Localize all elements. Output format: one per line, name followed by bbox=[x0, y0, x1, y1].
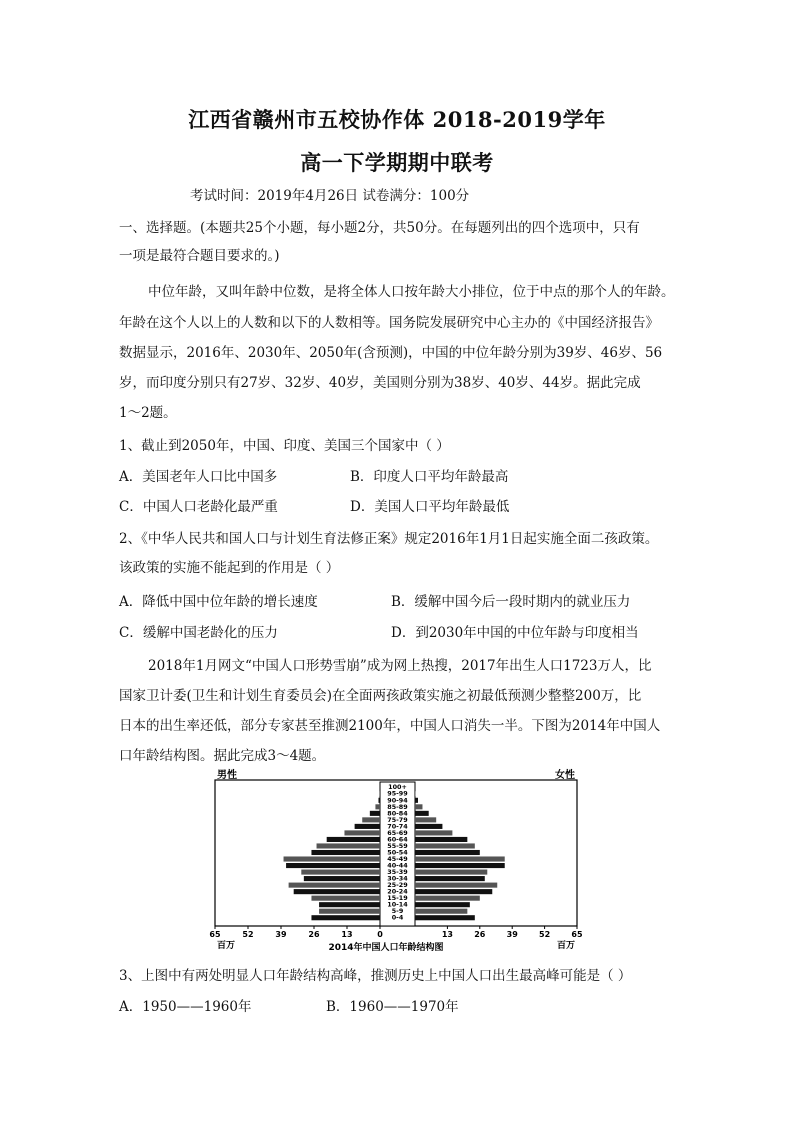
female-bar bbox=[415, 883, 497, 888]
male-bar bbox=[327, 837, 380, 842]
question-1-option-b: B．印度人口平均年龄最高 bbox=[350, 469, 509, 485]
male-bar bbox=[378, 798, 380, 803]
question-1-option-c: C．中国人口老龄化最严重 bbox=[119, 499, 278, 515]
female-bar bbox=[415, 811, 429, 816]
female-label: 女性 bbox=[555, 770, 575, 781]
unit-label-left: 百万 bbox=[217, 941, 236, 951]
question-3-option-b: B．1960——1970年 bbox=[326, 999, 459, 1015]
question-1-option-d: D．美国人口平均年龄最低 bbox=[350, 499, 510, 515]
x-tick-label: 39 bbox=[275, 930, 287, 939]
age-group-label: 85-89 bbox=[387, 802, 408, 811]
age-group-label: 40-44 bbox=[387, 861, 408, 870]
age-group-label: 5-9 bbox=[391, 907, 404, 916]
male-bar bbox=[362, 817, 380, 822]
male-bar bbox=[311, 850, 380, 855]
female-bar bbox=[415, 863, 505, 868]
male-bar bbox=[301, 870, 380, 875]
female-bar bbox=[415, 830, 452, 835]
male-bar bbox=[284, 856, 380, 861]
female-bar bbox=[415, 856, 505, 861]
female-bar bbox=[415, 843, 475, 848]
population-pyramid-chart bbox=[200, 768, 590, 958]
female-bar bbox=[415, 915, 475, 920]
male-bar bbox=[286, 863, 380, 868]
passage1-line: 中位年龄，又叫年龄中位数，是将全体人口按年龄大小排位，位于中点的那个人的年龄。 bbox=[148, 284, 675, 300]
question-2-option-c: C．缓解中国老龄化的压力 bbox=[119, 625, 278, 641]
female-bar bbox=[415, 896, 480, 901]
passage2-line: 口年龄结构图。据此完成3～4题。 bbox=[119, 748, 326, 764]
age-group-label: 35-39 bbox=[387, 868, 408, 877]
female-bar bbox=[415, 902, 470, 907]
x-tick-label: 65 bbox=[571, 930, 583, 939]
age-group-label: 70-74 bbox=[387, 822, 408, 831]
female-bar bbox=[415, 889, 492, 894]
age-group-label: 25-29 bbox=[387, 881, 408, 890]
question-1-option-a: A．美国老年人口比中国多 bbox=[119, 469, 278, 485]
question-2-option-b: B．缓解中国今后一段时期内的就业压力 bbox=[391, 594, 631, 610]
male-label: 男性 bbox=[217, 770, 237, 781]
passage2-line: 国家卫计委(卫生和计划生育委员会)在全面两孩政策实施之初最低预测少整整200万，比 bbox=[119, 688, 642, 704]
male-bar bbox=[311, 896, 380, 901]
age-group-label: 100+ bbox=[388, 783, 407, 792]
female-bar bbox=[415, 870, 487, 875]
age-group-label: 60-64 bbox=[387, 835, 408, 844]
age-group-label: 10-14 bbox=[387, 900, 408, 909]
question-2-stem: 2、《中华人民共和国人口与计划生育法修正案》规定2016年1月1日起实施全面二孩政策。 bbox=[119, 531, 659, 547]
female-bar bbox=[415, 824, 442, 829]
exam-info: 考试时间：2019年4月26日 试卷满分：100分 bbox=[190, 188, 470, 204]
age-group-label: 80-84 bbox=[387, 809, 408, 818]
passage1-line: 岁，而印度分别只有27岁、32岁、40岁，美国则分别为38岁、40岁、44岁。据此完成 bbox=[119, 375, 641, 391]
question-3-stem: 3、上图中有两处明显人口年龄结构高峰，推测历史上中国人口出生最高峰可能是（ ） bbox=[119, 968, 632, 984]
age-group-label: 50-54 bbox=[387, 848, 408, 857]
age-group-label: 65-69 bbox=[387, 828, 408, 837]
age-group-label: 15-19 bbox=[387, 894, 408, 903]
female-bar bbox=[415, 798, 418, 803]
female-bar bbox=[415, 817, 436, 822]
page-subtitle: 高一下学期期中联考 bbox=[300, 150, 494, 175]
passage2-line: 2018年1月网文“中国人口形势雪崩”成为网上热搜，2017年出生人口1723万人，比 bbox=[148, 658, 652, 674]
age-group-label: 30-34 bbox=[387, 874, 408, 883]
male-bar bbox=[370, 811, 380, 816]
passage2-line: 日本的出生率还低，部分专家甚至推测2100年，中国人口消失一半。下图为2014年中国人 bbox=[119, 718, 661, 734]
age-group-label: 55-59 bbox=[387, 841, 408, 850]
age-group-label: 95-99 bbox=[387, 789, 408, 798]
male-bar bbox=[355, 824, 380, 829]
x-tick-label: 39 bbox=[506, 930, 518, 939]
question-3-option-a: A．1950——1960年 bbox=[119, 999, 252, 1015]
x-tick-label: 13 bbox=[341, 930, 353, 939]
age-group-label: 0-4 bbox=[391, 913, 404, 922]
section-instruction-line2: 一项是最符合题目要求的。) bbox=[119, 248, 280, 264]
section-instruction-line1: 一、选择题。(本题共25个小题，每小题2分，共50分。在每题列出的四个选项中，只有 bbox=[119, 220, 640, 236]
page-title: 江西省赣州市五校协作体 2018-2019学年 bbox=[188, 107, 606, 132]
passage1-line: 1～2题。 bbox=[119, 405, 177, 421]
male-bar bbox=[319, 909, 380, 914]
age-group-label: 75-79 bbox=[387, 815, 408, 824]
x-tick-label: 26 bbox=[308, 930, 320, 939]
chart-title: 2014年中国人口年龄结构图 bbox=[328, 943, 444, 953]
age-group-label: 90-94 bbox=[387, 796, 408, 805]
female-bar bbox=[415, 837, 467, 842]
male-bar bbox=[304, 876, 380, 881]
male-bar bbox=[344, 830, 380, 835]
age-group-label: 20-24 bbox=[387, 887, 408, 896]
male-bar bbox=[375, 804, 380, 809]
x-tick-label: 0 bbox=[377, 930, 383, 939]
female-bar bbox=[415, 804, 422, 809]
female-bar bbox=[415, 909, 467, 914]
female-bar bbox=[415, 850, 480, 855]
unit-label-right: 百万 bbox=[556, 941, 575, 951]
question-1-stem: 1、截止到2050年，中国、印度、美国三个国家中（ ） bbox=[119, 438, 450, 454]
question-2-stem: 该政策的实施不能起到的作用是（ ） bbox=[119, 560, 340, 576]
x-tick-label: 52 bbox=[242, 930, 254, 939]
female-bar bbox=[415, 876, 485, 881]
passage1-line: 数据显示，2016年、2030年、2050年(含预测)，中国的中位年龄分别为39岁、46岁、56 bbox=[119, 345, 663, 361]
question-2-option-a: A．降低中国中位年龄的增长速度 bbox=[119, 594, 318, 610]
male-bar bbox=[294, 889, 380, 894]
age-group-label: 45-49 bbox=[387, 854, 408, 863]
male-bar bbox=[311, 915, 380, 920]
male-bar bbox=[289, 883, 380, 888]
question-2-option-d: D．到2030年中国的中位年龄与印度相当 bbox=[391, 625, 639, 641]
x-tick-label: 26 bbox=[474, 930, 486, 939]
male-bar bbox=[319, 902, 380, 907]
x-tick-label: 65 bbox=[209, 930, 221, 939]
passage1-line: 年龄在这个人以上的人数和以下的人数相等。国务院发展研究中心主办的《中国经济报告》 bbox=[119, 315, 659, 331]
x-tick-label: 52 bbox=[539, 930, 551, 939]
male-bar bbox=[317, 843, 380, 848]
x-tick-label: 13 bbox=[441, 930, 453, 939]
